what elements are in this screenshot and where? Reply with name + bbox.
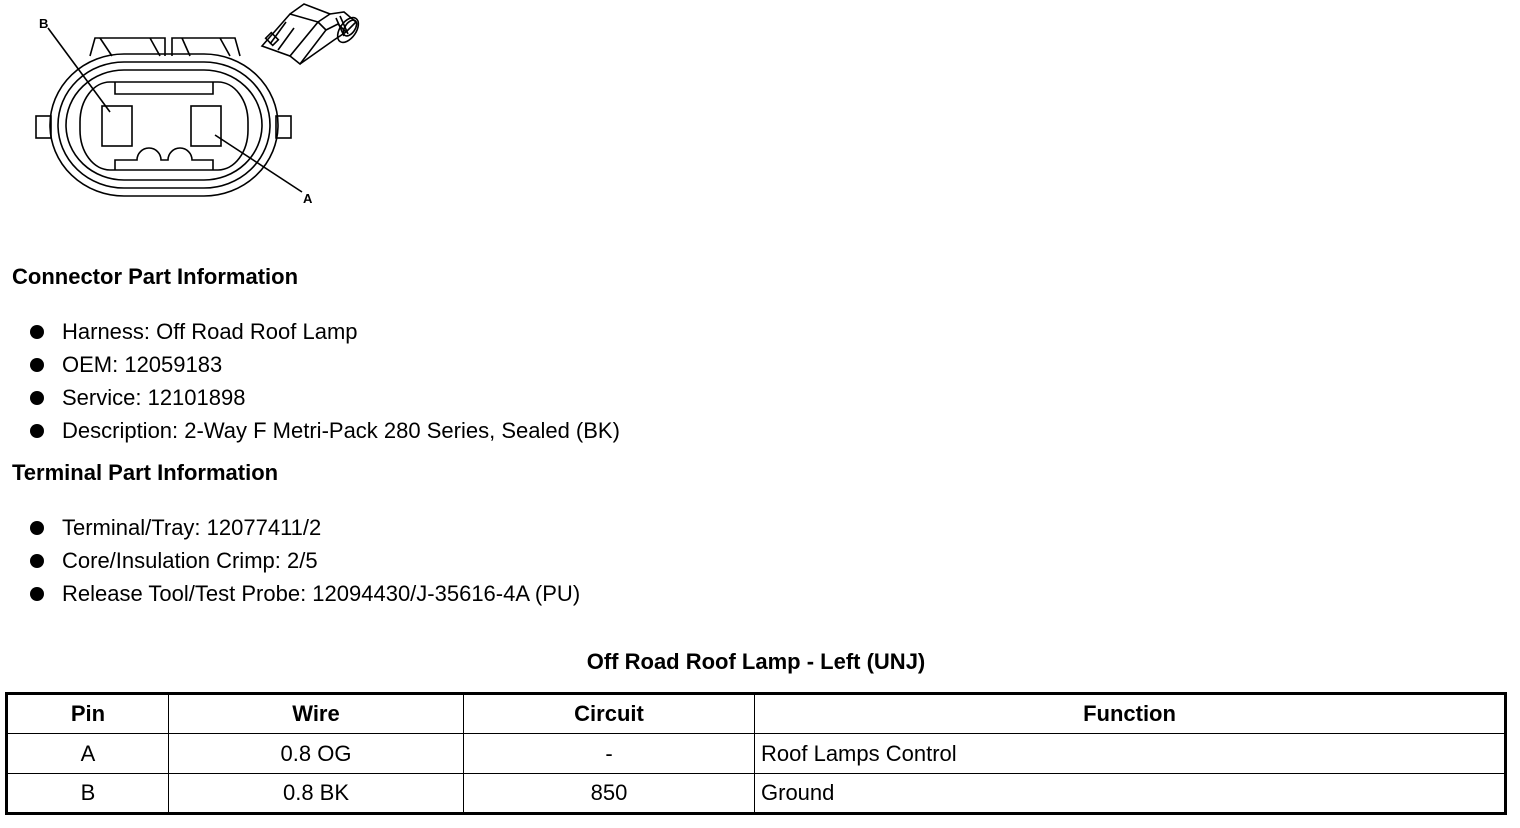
pinout-table: [5, 692, 1507, 815]
table-row: [7, 774, 1506, 814]
list-item: Service: 12101898: [28, 384, 620, 417]
column-header-wire: Wire: [169, 694, 464, 734]
terminal-part-list: [28, 514, 580, 613]
connector-part-heading: Connector Part Information: [12, 264, 299, 289]
list-item: Release Tool/Test Probe: 12094430/J-35616-4A (PU): [28, 580, 580, 613]
circuit-cell: -: [464, 734, 755, 774]
table-row: [7, 734, 1506, 774]
list-item: Terminal/Tray: 12077411/2: [28, 514, 580, 547]
bullet-icon: [30, 521, 44, 535]
table-header-row: [7, 694, 1506, 734]
bullet-icon: [30, 424, 44, 438]
bullet-icon: [30, 325, 44, 339]
bullet-icon: [30, 587, 44, 601]
wire-cell: 0.8 BK: [169, 774, 464, 814]
table-title: Off Road Roof Lamp - Left (UNJ): [586, 649, 926, 674]
wire-cell: 0.8 OG: [169, 734, 464, 774]
bullet-icon: [30, 554, 44, 568]
column-header-circuit: Circuit: [464, 694, 755, 734]
pin-b-label: B: [39, 16, 49, 31]
connector-part-list: [28, 318, 620, 450]
pin-cell: A: [7, 734, 169, 774]
list-item: Harness: Off Road Roof Lamp: [28, 318, 620, 351]
list-item: Core/Insulation Crimp: 2/5: [28, 547, 580, 580]
function-cell: Roof Lamps Control: [755, 734, 1506, 774]
list-item: OEM: 12059183: [28, 351, 620, 384]
circuit-cell: 850: [464, 774, 755, 814]
function-cell: Ground: [755, 774, 1506, 814]
column-header-pin: Pin: [7, 694, 169, 734]
bullet-icon: [30, 358, 44, 372]
bullet-icon: [30, 391, 44, 405]
connector-diagram: [0, 0, 380, 215]
list-item: Description: 2-Way F Metri-Pack 280 Series, Sealed (BK): [28, 417, 620, 450]
column-header-function: Function: [755, 694, 1506, 734]
terminal-part-heading: Terminal Part Information: [12, 460, 279, 485]
pin-a-label: A: [303, 191, 313, 206]
pin-cell: B: [7, 774, 169, 814]
